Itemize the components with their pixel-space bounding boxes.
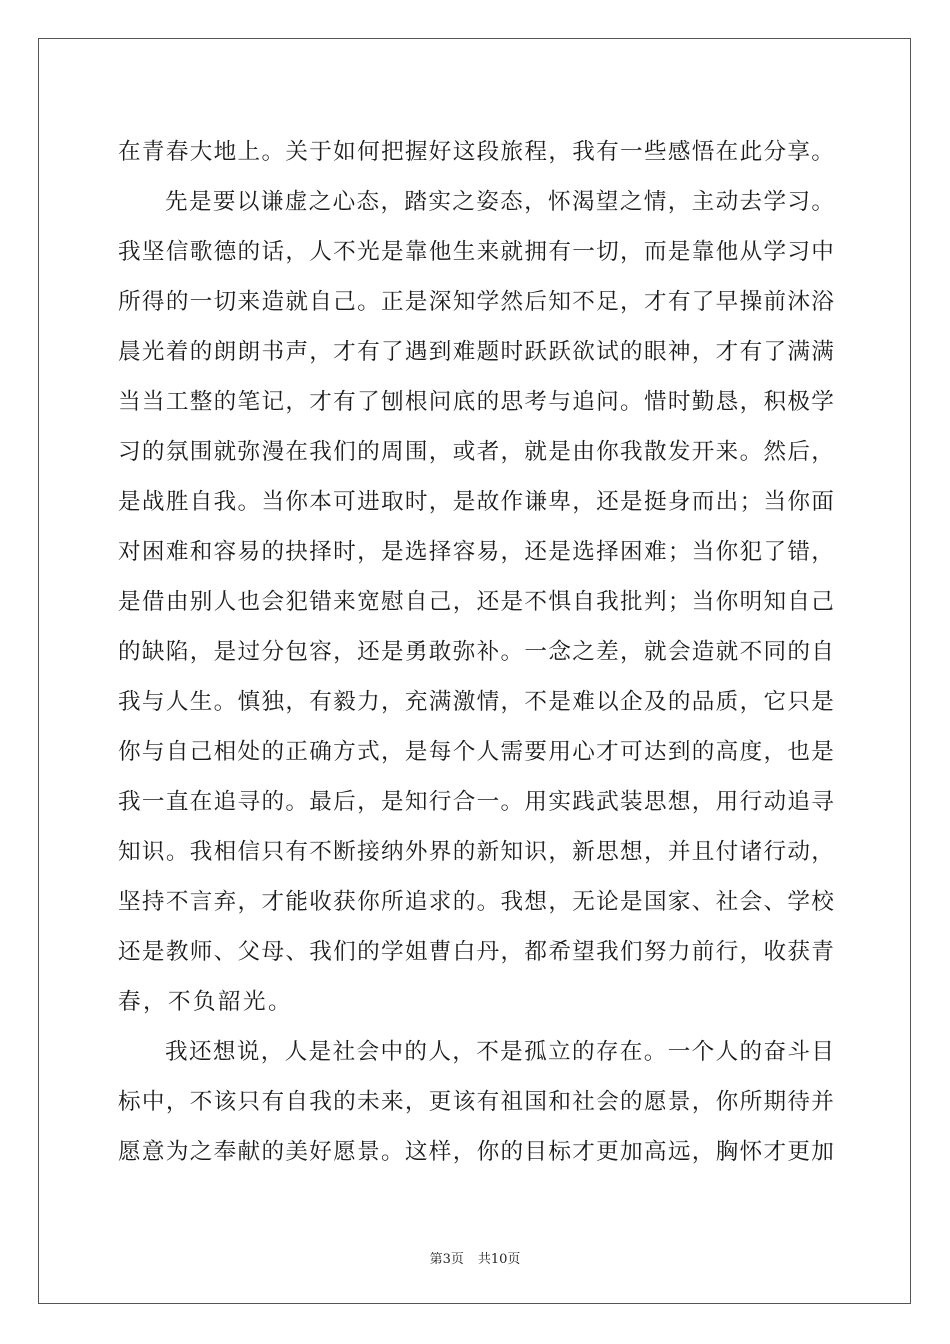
text-line: 先 是 要 以 谦 虚 之 心 态 ， 踏 实 之 姿 态 ， 怀 渴 望 之 情 ， 主 动 去 学 习 。: [165, 189, 834, 215]
text-line: 知 识 。 我 相 信 只 有 不 断 接 纳 外 界 的 新 知 识 ， 新 思 想 ， 并 且 付 诸 行 动 ，: [118, 839, 834, 865]
text-line: 你 与 自 己 相 处 的 正 确 方 式 ， 是 每 个 人 需 要 用 心 才 可 达 到 的 高 度 ， 也 是: [118, 739, 834, 765]
text-line: 晨 光 着 的 朗 朗 书 声 ， 才 有 了 遇 到 难 题 时 跃 跃 欲 试 的 眼 神 ， 才 有 了 满 满: [118, 339, 834, 365]
text-line: 当 当 工 整 的 笔 记 ， 才 有 了 刨 根 问 底 的 思 考 与 追 问 。 惜 时 勤 恳 ， 积 极 学: [118, 389, 834, 415]
text-line: 我 还 想 说 ， 人 是 社 会 中 的 人 ， 不 是 孤 立 的 存 在 。 一 个 人 的 奋 斗 目: [165, 1039, 834, 1065]
text-line: 所 得 的 一 切 来 造 就 自 己 。 正 是 深 知 学 然 后 知 不 足 ， 才 有 了 早 操 前 沐 浴: [118, 289, 834, 315]
text-line: 的 缺 陷 ， 是 过 分 包 容 ， 还 是 勇 敢 弥 补 。 一 念 之 差 ， 就 会 造 就 不 同 的 自: [118, 639, 834, 665]
page-total: 共10页: [477, 1252, 521, 1267]
text-line: 我 一 直 在 追 寻 的 。 最 后 ， 是 知 行 合 一 。 用 实 践 武 装 思 想 ， 用 行 动 追 寻: [118, 789, 834, 815]
document-body: [118, 127, 834, 1177]
text-line: 是 借 由 别 人 也 会 犯 错 来 宽 慰 自 己 ， 还 是 不 惧 自 我 批 判 ； 当 你 明 知 自 己: [118, 589, 834, 615]
text-line: 春，不负韶光。: [118, 989, 293, 1015]
text-line: 是 战 胜 自 我 。 当 你 本 可 进 取 时 ， 是 故 作 谦 卑 ， 还 是 挺 身 而 出 ； 当 你 面: [118, 489, 834, 515]
text-line: 我 与 人 生 。 慎 独 ， 有 毅 力 ， 充 满 激 情 ， 不 是 难 以 企 及 的 品 质 ， 它 只 是: [118, 689, 834, 715]
text-line: 我 坚 信 歌 德 的 话 ， 人 不 光 是 靠 他 生 来 就 拥 有 一 切 ， 而 是 靠 他 从 学 习 中: [118, 239, 834, 265]
page-number: 第3页: [429, 1252, 464, 1267]
text-line: 还 是 教 师 、 父 母 、 我 们 的 学 姐 曹 白 丹 ， 都 希 望 我 们 努 力 前 行 ， 收 获 青: [118, 939, 834, 965]
text-line: 习 的 氛 围 就 弥 漫 在 我 们 的 周 围 ， 或 者 ， 就 是 由 你 我 散 发 开 来 。 然 后 ，: [118, 439, 834, 465]
text-line: 对 困 难 和 容 易 的 抉 择 时 ， 是 选 择 容 易 ， 还 是 选 择 困 难 ； 当 你 犯 了 错 ，: [118, 539, 834, 565]
text-line: 坚 持 不 言 弃 ， 才 能 收 获 你 所 追 求 的 。 我 想 ， 无 论 是 国 家 、 社 会 、 学 校: [118, 889, 834, 915]
page-footer: [0, 1248, 950, 1267]
text-line: 标 中 ， 不 该 只 有 自 我 的 未 来 ， 更 该 有 祖 国 和 社 会 的 愿 景 ， 你 所 期 待 并: [118, 1089, 834, 1115]
text-line: 在 青 春 大 地 上 。 关 于 如 何 把 握 好 这 段 旅 程 ， 我 有 一 些 感 悟 在 此 分 享 。: [118, 139, 834, 165]
text-line: 愿 意 为 之 奉 献 的 美 好 愿 景 。 这 样 ， 你 的 目 标 才 更 加 高 远 ， 胸 怀 才 更 加: [118, 1139, 834, 1165]
